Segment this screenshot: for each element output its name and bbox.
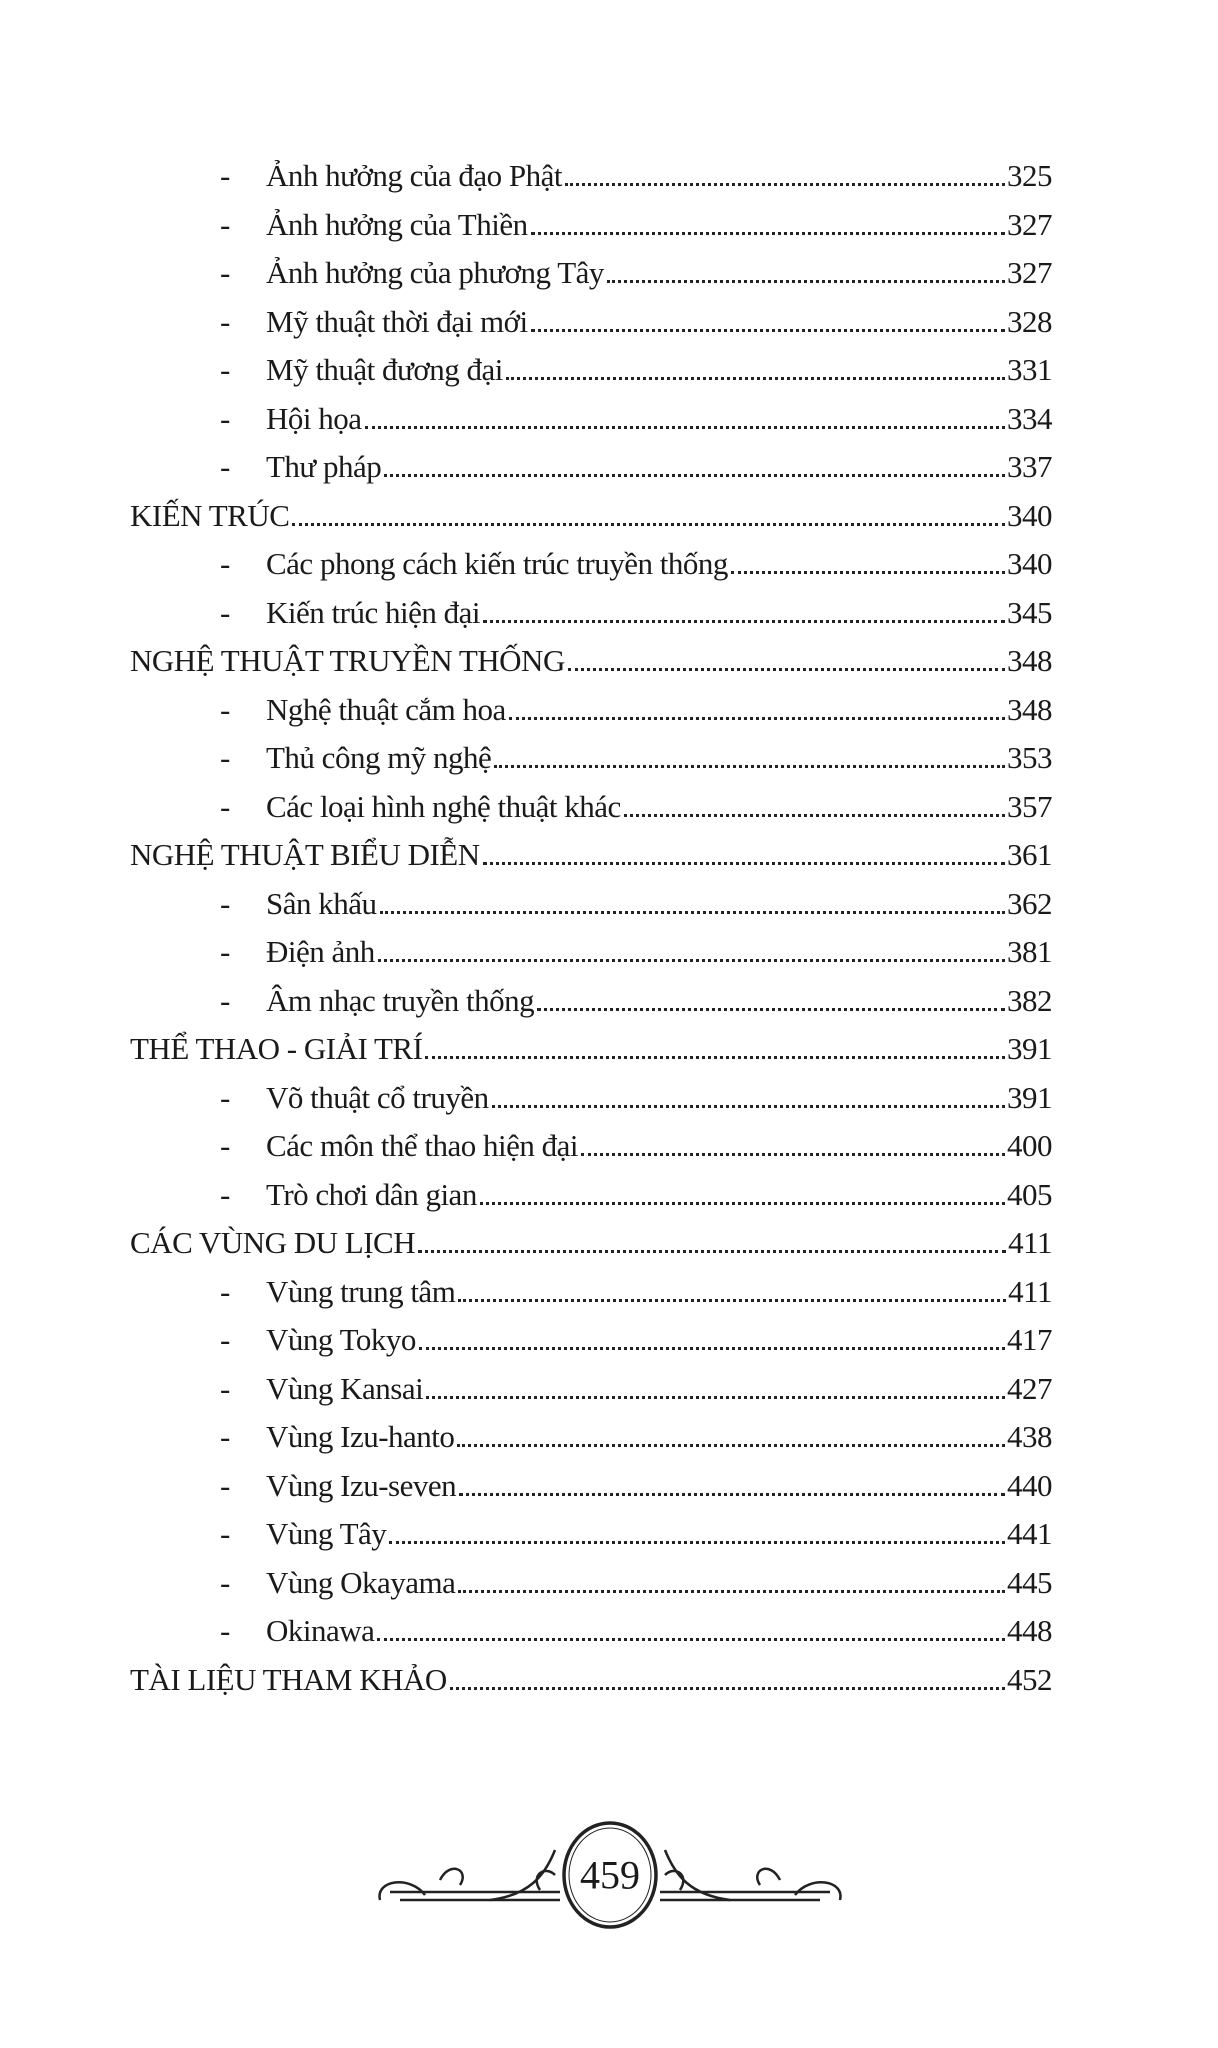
entry-title: Vùng Okayama — [266, 1564, 456, 1600]
toc-entry — [130, 546, 1052, 595]
toc-entry — [130, 449, 1052, 498]
toc-entry — [130, 207, 1052, 256]
bullet-dash: - — [220, 1370, 230, 1406]
entry-title: Vùng trung tâm — [266, 1273, 456, 1309]
bullet-dash: - — [220, 449, 230, 484]
toc-section-heading — [130, 1225, 1052, 1274]
toc-entry — [130, 789, 1052, 838]
dot-leader — [378, 959, 1005, 962]
entry-page-number: 328 — [1007, 303, 1052, 339]
dot-leader — [450, 1687, 1005, 1690]
entry-page-number: 445 — [1007, 1564, 1052, 1600]
toc-entry — [130, 692, 1052, 741]
dot-leader — [494, 765, 1005, 768]
toc-entry — [130, 1128, 1052, 1177]
entry-title: THỂ THAO - GIẢI TRÍ — [130, 1031, 423, 1066]
entry-page-number: 340 — [1007, 497, 1052, 533]
toc-section-heading — [130, 837, 1052, 886]
entry-page-number: 357 — [1007, 788, 1052, 824]
dot-leader — [365, 426, 1005, 429]
dot-leader — [458, 1590, 1005, 1593]
entry-title: Nghệ thuật cắm hoa — [266, 691, 506, 727]
dot-leader — [426, 1396, 1005, 1399]
bullet-dash: - — [220, 1613, 230, 1648]
toc-entry — [130, 1468, 1052, 1517]
toc-entry — [130, 1565, 1052, 1614]
toc-entry — [130, 401, 1052, 450]
toc-entry — [130, 934, 1052, 983]
dot-leader — [389, 1541, 1005, 1544]
entry-page-number: 405 — [1007, 1176, 1052, 1212]
entry-page-number: 400 — [1007, 1128, 1052, 1163]
entry-page-number: 391 — [1007, 1079, 1052, 1115]
toc-section-heading — [130, 643, 1052, 692]
entry-title: KIẾN TRÚC — [130, 497, 290, 533]
entry-title: Hội họa — [266, 400, 362, 436]
entry-title: Okinawa — [266, 1613, 375, 1648]
bullet-dash: - — [220, 400, 230, 436]
dot-leader — [384, 474, 1005, 477]
toc-entry — [130, 1177, 1052, 1226]
bullet-dash: - — [220, 1467, 230, 1503]
entry-title: CÁC VÙNG DU LỊCH — [130, 1225, 416, 1260]
toc-entry — [130, 1613, 1052, 1662]
toc-entry — [130, 595, 1052, 644]
toc-entry — [130, 1322, 1052, 1371]
entry-title: Mỹ thuật đương đại — [266, 352, 503, 387]
dot-leader — [480, 1202, 1005, 1205]
entry-title: Các phong cách kiến trúc truyền thống — [266, 546, 728, 581]
entry-page-number: 440 — [1007, 1467, 1052, 1503]
bullet-dash: - — [220, 1128, 230, 1163]
entry-page-number: 391 — [1007, 1031, 1052, 1066]
dot-leader — [531, 232, 1005, 235]
page-number: 459 — [580, 1852, 640, 1898]
toc-section-heading — [130, 1662, 1052, 1711]
dot-leader — [380, 911, 1005, 914]
entry-page-number: 345 — [1007, 594, 1052, 630]
entry-page-number: 411 — [1008, 1225, 1052, 1260]
entry-page-number: 452 — [1007, 1661, 1052, 1697]
entry-page-number: 353 — [1007, 740, 1052, 775]
bullet-dash: - — [220, 1079, 230, 1115]
entry-title: Võ thuật cổ truyền — [266, 1079, 489, 1115]
entry-page-number: 441 — [1007, 1516, 1052, 1551]
entry-page-number: 362 — [1007, 885, 1052, 921]
toc-entry — [130, 1274, 1052, 1323]
dot-leader — [607, 280, 1005, 283]
entry-title: Vùng Izu-seven — [266, 1467, 457, 1503]
toc-entry — [130, 1516, 1052, 1565]
toc-entry — [130, 983, 1052, 1032]
dot-leader — [419, 1347, 1005, 1350]
entry-page-number: 448 — [1007, 1613, 1052, 1648]
dot-leader — [537, 1008, 1005, 1011]
bullet-dash: - — [220, 788, 230, 824]
entry-page-number: 327 — [1007, 255, 1052, 290]
bullet-dash: - — [220, 352, 230, 387]
bullet-dash: - — [220, 740, 230, 775]
dot-leader — [506, 377, 1005, 380]
entry-page-number: 348 — [1007, 691, 1052, 727]
bullet-dash: - — [220, 594, 230, 630]
bullet-dash: - — [220, 691, 230, 727]
entry-page-number: 340 — [1007, 546, 1052, 581]
entry-title: Các môn thể thao hiện đại — [266, 1128, 579, 1163]
toc-entry — [130, 886, 1052, 935]
dot-leader — [457, 1444, 1005, 1447]
entry-title: TÀI LIỆU THAM KHẢO — [130, 1661, 447, 1697]
dot-leader — [459, 1493, 1005, 1496]
entry-page-number: 337 — [1007, 449, 1052, 484]
dot-leader — [377, 1638, 1005, 1641]
entry-page-number: 381 — [1007, 934, 1052, 969]
dot-leader — [292, 523, 1005, 526]
entry-title: NGHỆ THUẬT BIỂU DIỄN — [130, 837, 480, 872]
bullet-dash: - — [220, 1273, 230, 1309]
dot-leader — [458, 1299, 1006, 1302]
bullet-dash: - — [220, 982, 230, 1018]
entry-page-number: 438 — [1007, 1419, 1052, 1454]
toc-entry — [130, 158, 1052, 207]
entry-page-number: 331 — [1007, 352, 1052, 387]
bullet-dash: - — [220, 1564, 230, 1600]
dot-leader — [483, 862, 1005, 865]
entry-title: Trò chơi dân gian — [266, 1176, 477, 1212]
entry-title: Mỹ thuật thời đại mới — [266, 303, 528, 339]
dot-leader — [731, 571, 1005, 574]
dot-leader — [624, 814, 1005, 817]
dot-leader — [581, 1153, 1005, 1156]
toc-section-heading — [130, 1031, 1052, 1080]
entry-page-number: 382 — [1007, 982, 1052, 1018]
bullet-dash: - — [220, 1322, 230, 1357]
entry-title: Sân khấu — [266, 885, 377, 921]
bullet-dash: - — [220, 1176, 230, 1212]
entry-page-number: 327 — [1007, 206, 1052, 242]
toc-entry — [130, 1419, 1052, 1468]
page-number-ornament — [370, 1820, 850, 1930]
entry-title: Vùng Izu-hanto — [266, 1419, 455, 1454]
toc-entry — [130, 255, 1052, 304]
entry-title: Thủ công mỹ nghệ — [266, 740, 492, 775]
entry-page-number: 334 — [1007, 400, 1052, 436]
entry-title: Vùng Tây — [266, 1516, 387, 1551]
toc-section-heading — [130, 498, 1052, 547]
entry-title: Âm nhạc truyền thống — [266, 982, 535, 1018]
entry-title: Ảnh hưởng của Thiền — [266, 206, 528, 242]
toc-entry — [130, 1371, 1052, 1420]
entry-page-number: 361 — [1007, 837, 1052, 872]
entry-title: Ảnh hưởng của đạo Phật — [266, 158, 562, 193]
dot-leader — [418, 1250, 1006, 1253]
dot-leader — [531, 329, 1005, 332]
entry-title: Kiến trúc hiện đại — [266, 594, 480, 630]
bullet-dash: - — [220, 303, 230, 339]
bullet-dash: - — [220, 1419, 230, 1454]
bullet-dash: - — [220, 934, 230, 969]
entry-page-number: 325 — [1007, 158, 1052, 193]
bullet-dash: - — [220, 158, 230, 193]
dot-leader — [492, 1105, 1005, 1108]
dot-leader — [483, 620, 1005, 623]
table-of-contents — [130, 158, 1052, 1710]
entry-page-number: 417 — [1007, 1322, 1052, 1357]
toc-entry — [130, 304, 1052, 353]
toc-entry — [130, 740, 1052, 789]
entry-page-number: 427 — [1007, 1370, 1052, 1406]
dot-leader — [509, 717, 1005, 720]
dot-leader — [565, 183, 1005, 186]
entry-title: Ảnh hưởng của phương Tây — [266, 255, 604, 290]
entry-title: Vùng Tokyo — [266, 1322, 416, 1357]
toc-entry — [130, 1080, 1052, 1129]
entry-title: Điện ảnh — [266, 934, 375, 969]
dot-leader — [425, 1056, 1005, 1059]
toc-entry — [130, 352, 1052, 401]
entry-title: Vùng Kansai — [266, 1370, 424, 1406]
entry-title: Các loại hình nghệ thuật khác — [266, 788, 621, 824]
entry-page-number: 348 — [1007, 643, 1052, 678]
bullet-dash: - — [220, 206, 230, 242]
entry-title: NGHỆ THUẬT TRUYỀN THỐNG — [130, 643, 565, 678]
entry-page-number: 411 — [1008, 1273, 1052, 1309]
bullet-dash: - — [220, 546, 230, 581]
bullet-dash: - — [220, 1516, 230, 1551]
bullet-dash: - — [220, 255, 230, 290]
bullet-dash: - — [220, 885, 230, 921]
dot-leader — [568, 668, 1005, 671]
entry-title: Thư pháp — [266, 449, 382, 484]
